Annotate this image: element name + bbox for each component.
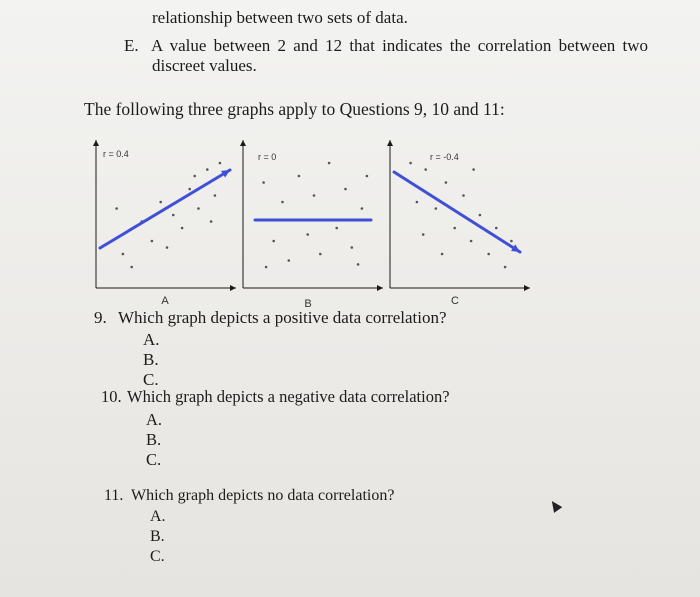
panel-label-a: A	[161, 295, 169, 307]
data-point-c-6	[453, 227, 456, 230]
question-10-number: 10.	[101, 387, 122, 406]
data-point-b-15	[265, 266, 268, 269]
data-point-a-6	[159, 201, 162, 204]
data-point-a-15	[210, 220, 213, 223]
data-point-a-3	[130, 266, 133, 269]
data-point-c-5	[445, 181, 448, 184]
data-point-b-13	[361, 207, 364, 210]
data-point-c-16	[472, 168, 475, 171]
data-point-a-16	[193, 175, 196, 178]
data-point-b-16	[357, 263, 360, 266]
data-point-b-4	[288, 259, 291, 262]
data-point-a-10	[188, 188, 191, 191]
trend-line-c	[394, 172, 520, 252]
data-point-c-4	[435, 207, 438, 210]
data-point-b-6	[306, 233, 309, 236]
option-e-line-1: A value between 2 and 12 that indicates the correlation between two	[151, 36, 649, 55]
question-10-option-a: A.	[146, 410, 163, 429]
question-9-number: 9.	[94, 308, 107, 327]
correlation-label-b: r = 0	[258, 152, 277, 162]
x-axis-arrow-a	[230, 285, 236, 291]
question-11-text: Which graph depicts no data correlation?	[131, 487, 395, 504]
data-point-b-2	[272, 240, 275, 243]
data-point-a-7	[166, 246, 169, 249]
data-point-a-11	[197, 207, 200, 210]
data-point-b-7	[313, 194, 316, 197]
panel-label-b: B	[304, 298, 312, 310]
intro-line-1: relationship between two sets of data.	[152, 8, 408, 27]
data-point-b-9	[328, 162, 331, 165]
data-point-c-10	[487, 253, 490, 256]
mouse-cursor-icon	[548, 498, 563, 513]
data-point-a-14	[219, 162, 222, 165]
question-9-option-c: C.	[143, 370, 159, 389]
data-point-a-2	[122, 253, 125, 256]
data-point-b-1	[262, 181, 265, 184]
panel-label-c: C	[451, 295, 459, 307]
data-point-c-3	[424, 168, 427, 171]
question-9-option-a: A.	[143, 330, 160, 349]
graphs-heading: The following three graphs apply to Questions 9, 10 and 11:	[84, 99, 505, 119]
data-point-a-8	[172, 214, 175, 217]
question-10-option-c: C.	[146, 450, 162, 469]
y-axis-arrow-c	[387, 140, 393, 146]
data-point-b-5	[298, 175, 301, 178]
data-point-b-3	[281, 201, 284, 204]
data-point-c-11	[495, 227, 498, 230]
data-point-a-5	[151, 240, 154, 243]
data-point-b-11	[344, 188, 347, 191]
data-point-a-13	[214, 194, 217, 197]
y-axis-arrow-a	[93, 140, 99, 146]
question-9-option-b: B.	[143, 350, 159, 369]
data-point-c-12	[504, 266, 507, 269]
option-e-line-2: discreet values.	[152, 56, 257, 75]
data-point-a-9	[181, 227, 184, 230]
question-11-number: 11.	[104, 487, 124, 504]
data-point-b-8	[319, 253, 322, 256]
data-point-b-10	[335, 227, 338, 230]
y-axis-arrow-b	[240, 140, 246, 146]
question-11-option-c: C.	[150, 548, 165, 565]
x-axis-arrow-b	[377, 285, 383, 291]
data-point-c-13	[510, 240, 513, 243]
data-point-a-12	[206, 168, 209, 171]
correlation-label-a: r = 0.4	[103, 149, 129, 159]
x-axis-arrow-c	[524, 285, 530, 291]
correlation-label-c: r = -0.4	[430, 152, 459, 162]
data-point-c-2	[416, 201, 419, 204]
trend-line-a	[100, 170, 230, 248]
data-point-c-15	[441, 253, 444, 256]
data-point-c-1	[409, 162, 412, 165]
data-point-c-7	[462, 194, 465, 197]
option-e-letter: E.	[124, 36, 139, 55]
data-point-b-14	[366, 175, 369, 178]
question-10-text: Which graph depicts a negative data correlation?	[127, 387, 450, 406]
data-point-b-12	[351, 246, 354, 249]
question-10-option-b: B.	[146, 430, 162, 449]
data-point-a-1	[115, 207, 118, 210]
question-11-option-b: B.	[150, 528, 165, 545]
data-point-c-9	[479, 214, 482, 217]
question-9-text: Which graph depicts a positive data correlation?	[118, 308, 447, 327]
data-point-c-14	[422, 233, 425, 236]
data-point-c-8	[470, 240, 473, 243]
question-11-option-a: A.	[150, 508, 166, 525]
